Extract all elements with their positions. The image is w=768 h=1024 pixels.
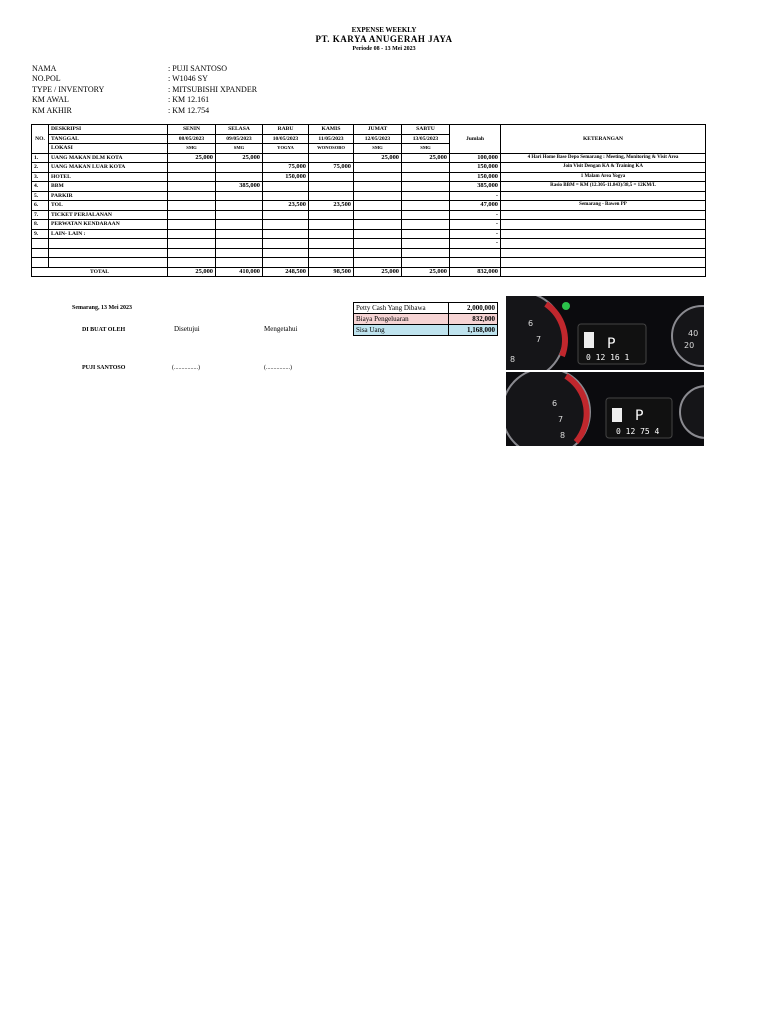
row-day-value: [309, 229, 354, 239]
row-total: -: [450, 229, 501, 239]
row-day-value: 75,000: [309, 163, 354, 173]
row-day-value: [263, 248, 309, 258]
loc-header: SMG: [216, 144, 263, 154]
row-day-value: [309, 220, 354, 230]
day-header: JUMAT: [354, 125, 402, 135]
info-row: [32, 95, 257, 105]
table-row: [32, 201, 706, 211]
row-total: 150,000: [450, 172, 501, 182]
row-desc: [49, 239, 168, 249]
keterangan-header: KETERANGAN: [501, 125, 706, 154]
row-keterangan: Rasio BBM = KM (12.305-11.843)/38,5 = 12KM/L: [501, 182, 706, 192]
company-name: PT. KARYA ANUGERAH JAYA: [315, 34, 453, 44]
info-label: KM AKHIR: [32, 105, 72, 115]
table-row: [32, 229, 706, 239]
info-row: [32, 74, 257, 84]
svg-text:6: 6: [552, 399, 558, 408]
desc-header: DESKRIPSI: [49, 125, 168, 135]
row-day-value: 150,000: [263, 172, 309, 182]
table-row: [32, 182, 706, 192]
row-day-value: [402, 220, 450, 230]
row-day-value: [309, 239, 354, 249]
row-total: -: [450, 210, 501, 220]
row-desc: TOL: [49, 201, 168, 211]
row-no: 8.: [32, 220, 49, 230]
row-day-value: [263, 153, 309, 163]
row-no: 2.: [32, 163, 49, 173]
row-day-value: [309, 210, 354, 220]
info-label: NO.POL: [32, 74, 61, 84]
row-desc: PERWATAN KENDARAAN: [49, 220, 168, 230]
row-day-value: 25,000: [402, 153, 450, 163]
row-no: 6.: [32, 201, 49, 211]
row-no: [32, 239, 49, 249]
dashboard-image: [506, 372, 704, 446]
row-day-value: [263, 229, 309, 239]
row-day-value: [168, 220, 216, 230]
svg-text:6: 6: [528, 319, 534, 328]
cash-label: Petty Cash Yang Dibawa: [354, 303, 449, 314]
row-day-value: [402, 172, 450, 182]
row-day-value: [402, 201, 450, 211]
row-day-value: [402, 258, 450, 268]
table-row: [32, 220, 706, 230]
table-row: [32, 248, 706, 258]
row-day-value: [309, 153, 354, 163]
row-total: 47,000: [450, 201, 501, 211]
doc-title: EXPENSE WEEKLY: [351, 26, 417, 34]
row-day-value: 23,500: [309, 201, 354, 211]
cash-value: 832,000: [449, 314, 498, 325]
svg-text:8: 8: [560, 431, 566, 440]
row-no: 9.: [32, 229, 49, 239]
row-desc: PARKIR: [49, 191, 168, 201]
date-header: 10/05/2023: [263, 134, 309, 144]
row-desc: BBM: [49, 182, 168, 192]
row-day-value: [263, 239, 309, 249]
row-day-value: [354, 163, 402, 173]
svg-text:20: 20: [684, 341, 695, 350]
signer-name: PUJI SANTOSO: [82, 365, 126, 371]
row-no: 3.: [32, 172, 49, 182]
odometer-readout: 0 12 75 4: [616, 427, 660, 436]
row-total: [450, 248, 501, 258]
table-row: [32, 163, 706, 173]
row-keterangan: [501, 229, 706, 239]
row-total: -: [450, 220, 501, 230]
signature-blank-2: (................): [264, 365, 292, 371]
row-day-value: [216, 210, 263, 220]
row-day-value: [354, 248, 402, 258]
row-day-value: [216, 163, 263, 173]
row-day-value: [216, 220, 263, 230]
disetujui: Disetujui: [174, 325, 200, 333]
date-header: 09/05/2023: [216, 134, 263, 144]
table-row: [32, 258, 706, 268]
total-label: TOTAL: [32, 267, 168, 277]
table-row: [32, 153, 706, 163]
row-total: 385,000: [450, 182, 501, 192]
date-header: 08/05/2023: [168, 134, 216, 144]
row-total: 150,000: [450, 163, 501, 173]
row-desc: UANG MAKAN LUAR KOTA: [49, 163, 168, 173]
row-day-value: [168, 191, 216, 201]
total-day-value: 25,000: [354, 267, 402, 277]
row-keterangan: [501, 258, 706, 268]
table-row: [32, 210, 706, 220]
info-value: : KM 12.161: [168, 95, 210, 105]
row-day-value: [354, 239, 402, 249]
info-row: [32, 64, 257, 74]
row-day-value: [309, 191, 354, 201]
row-day-value: [168, 258, 216, 268]
row-total: -: [450, 191, 501, 201]
loc-header: YOGYA: [263, 144, 309, 154]
info-value: : MITSUBISHI XPANDER: [168, 84, 258, 94]
info-block: [32, 64, 257, 116]
row-day-value: [168, 182, 216, 192]
day-header: KAMIS: [309, 125, 354, 135]
row-day-value: [168, 201, 216, 211]
period: Periode 08 - 13 Mei 2023: [352, 46, 416, 52]
cash-value: 1,168,000: [449, 325, 498, 336]
cash-value: 2,000,000: [449, 303, 498, 314]
row-day-value: [354, 182, 402, 192]
row-day-value: [402, 163, 450, 173]
expense-table: [31, 124, 706, 277]
row-day-value: [402, 191, 450, 201]
loc-header: SMG: [402, 144, 450, 154]
info-value: : W1046 SY: [168, 74, 208, 84]
date-label: TANGGAL: [49, 134, 168, 144]
row-keterangan: [501, 248, 706, 258]
row-keterangan: Join Visit Dengan KA & Training KA: [501, 163, 706, 173]
row-desc: HOTEL: [49, 172, 168, 182]
loc-header: WONOSOBO: [309, 144, 354, 154]
row-total: [450, 258, 501, 268]
row-day-value: 23,500: [263, 201, 309, 211]
info-label: TYPE / INVENTORY: [32, 84, 105, 94]
row-day-value: [354, 258, 402, 268]
row-total: 100,000: [450, 153, 501, 163]
row-no: 4.: [32, 182, 49, 192]
row-no: [32, 258, 49, 268]
row-day-value: [216, 201, 263, 211]
row-day-value: [309, 182, 354, 192]
mengetahui: Mengetahui: [264, 325, 298, 333]
row-day-value: [402, 229, 450, 239]
day-header: SELASA: [216, 125, 263, 135]
row-day-value: 25,000: [216, 153, 263, 163]
info-label: KM AWAL: [32, 95, 69, 105]
row-day-value: [168, 172, 216, 182]
row-no: 1.: [32, 153, 49, 163]
signature-blank-1: (................): [172, 365, 200, 371]
row-keterangan: 4 Hari Home Base Depo Semarang : Meeting, Monitoring & Visit Area: [501, 153, 706, 163]
cash-row: [354, 314, 498, 325]
row-day-value: [216, 248, 263, 258]
row-no: 5.: [32, 191, 49, 201]
row-day-value: [168, 163, 216, 173]
row-desc: TICKET PERJALANAN: [49, 210, 168, 220]
row-day-value: [354, 229, 402, 239]
row-day-value: [216, 172, 263, 182]
row-keterangan: [501, 210, 706, 220]
row-day-value: [216, 258, 263, 268]
date-header: 12/05/2023: [354, 134, 402, 144]
svg-text:P: P: [607, 336, 616, 352]
row-day-value: 385,000: [216, 182, 263, 192]
row-day-value: [309, 258, 354, 268]
row-day-value: [354, 201, 402, 211]
row-day-value: [309, 248, 354, 258]
dibuat-oleh: DI BUAT OLEH: [82, 327, 126, 333]
svg-text:P: P: [635, 408, 644, 424]
row-keterangan: 1 Malam Area Yogya: [501, 172, 706, 182]
row-day-value: [263, 210, 309, 220]
row-day-value: [354, 210, 402, 220]
table-row: [32, 239, 706, 249]
cash-summary: [353, 302, 498, 336]
jumlah-header: Jumlah: [450, 125, 501, 154]
row-day-value: [263, 220, 309, 230]
row-no: [32, 248, 49, 258]
info-label: NAMA: [32, 64, 57, 73]
day-header: SABTU: [402, 125, 450, 135]
row-day-value: 25,000: [354, 153, 402, 163]
odometer-photo-start: [506, 296, 704, 370]
row-day-value: [263, 182, 309, 192]
total-day-value: 248,500: [263, 267, 309, 277]
row-day-value: [354, 172, 402, 182]
cash-row: [354, 325, 498, 336]
dashboard-image: [506, 296, 704, 370]
table-row: [32, 191, 706, 201]
row-day-value: [216, 239, 263, 249]
row-day-value: [168, 210, 216, 220]
row-day-value: [402, 248, 450, 258]
total-day-value: 25,000: [402, 267, 450, 277]
row-day-value: [309, 172, 354, 182]
loc-header: SMG: [168, 144, 216, 154]
row-no: 7.: [32, 210, 49, 220]
row-day-value: 25,000: [168, 153, 216, 163]
row-day-value: 75,000: [263, 163, 309, 173]
total-row: [32, 267, 706, 277]
cash-row: [354, 303, 498, 314]
row-day-value: [263, 258, 309, 268]
svg-text:40: 40: [688, 329, 699, 338]
total-day-value: 98,500: [309, 267, 354, 277]
info-row: [32, 106, 257, 116]
row-keterangan: Semarang - Bawen PP: [501, 201, 706, 211]
svg-text:7: 7: [536, 335, 542, 344]
svg-text:8: 8: [510, 355, 516, 364]
row-day-value: [402, 210, 450, 220]
row-day-value: [168, 229, 216, 239]
loc-label: LOKASI: [49, 144, 168, 154]
date-header: 13/05/2023: [402, 134, 450, 144]
total-day-value: 25,000: [168, 267, 216, 277]
row-day-value: [216, 191, 263, 201]
row-day-value: [354, 191, 402, 201]
row-desc: LAIN- LAIN :: [49, 229, 168, 239]
row-day-value: [216, 229, 263, 239]
place-date: Semarang, 13 Mei 2023: [72, 305, 132, 311]
day-header: RABU: [263, 125, 309, 135]
row-day-value: [168, 239, 216, 249]
table-row: [32, 172, 706, 182]
row-total: -: [450, 239, 501, 249]
row-day-value: [354, 220, 402, 230]
grand-total: 832,000: [450, 267, 501, 277]
loc-header: SMG: [354, 144, 402, 154]
row-desc: UANG MAKAN DLM KOTA: [49, 153, 168, 163]
odometer-readout: 0 12 16 1: [586, 353, 630, 362]
cash-label: Sisa Uang: [354, 325, 449, 336]
svg-text:7: 7: [558, 415, 564, 424]
row-day-value: [402, 182, 450, 192]
row-desc: [49, 248, 168, 258]
total-keterangan: [501, 267, 706, 277]
odometer-photo-end: [506, 372, 704, 446]
row-keterangan: [501, 191, 706, 201]
header-row-day: [32, 125, 706, 135]
info-value: : KM 12.754: [168, 105, 210, 115]
info-value: : PUJI SANTOSO: [168, 64, 227, 73]
info-row: [32, 85, 257, 95]
cash-label: Biaya Pengeluaran: [354, 314, 449, 325]
row-day-value: [263, 191, 309, 201]
row-keterangan: [501, 220, 706, 230]
row-day-value: [168, 248, 216, 258]
total-day-value: 410,000: [216, 267, 263, 277]
date-header: 11/05/2023: [309, 134, 354, 144]
day-header: SENIN: [168, 125, 216, 135]
row-keterangan: [501, 239, 706, 249]
row-day-value: [402, 239, 450, 249]
no-header: NO.: [32, 125, 49, 154]
row-desc: [49, 258, 168, 268]
